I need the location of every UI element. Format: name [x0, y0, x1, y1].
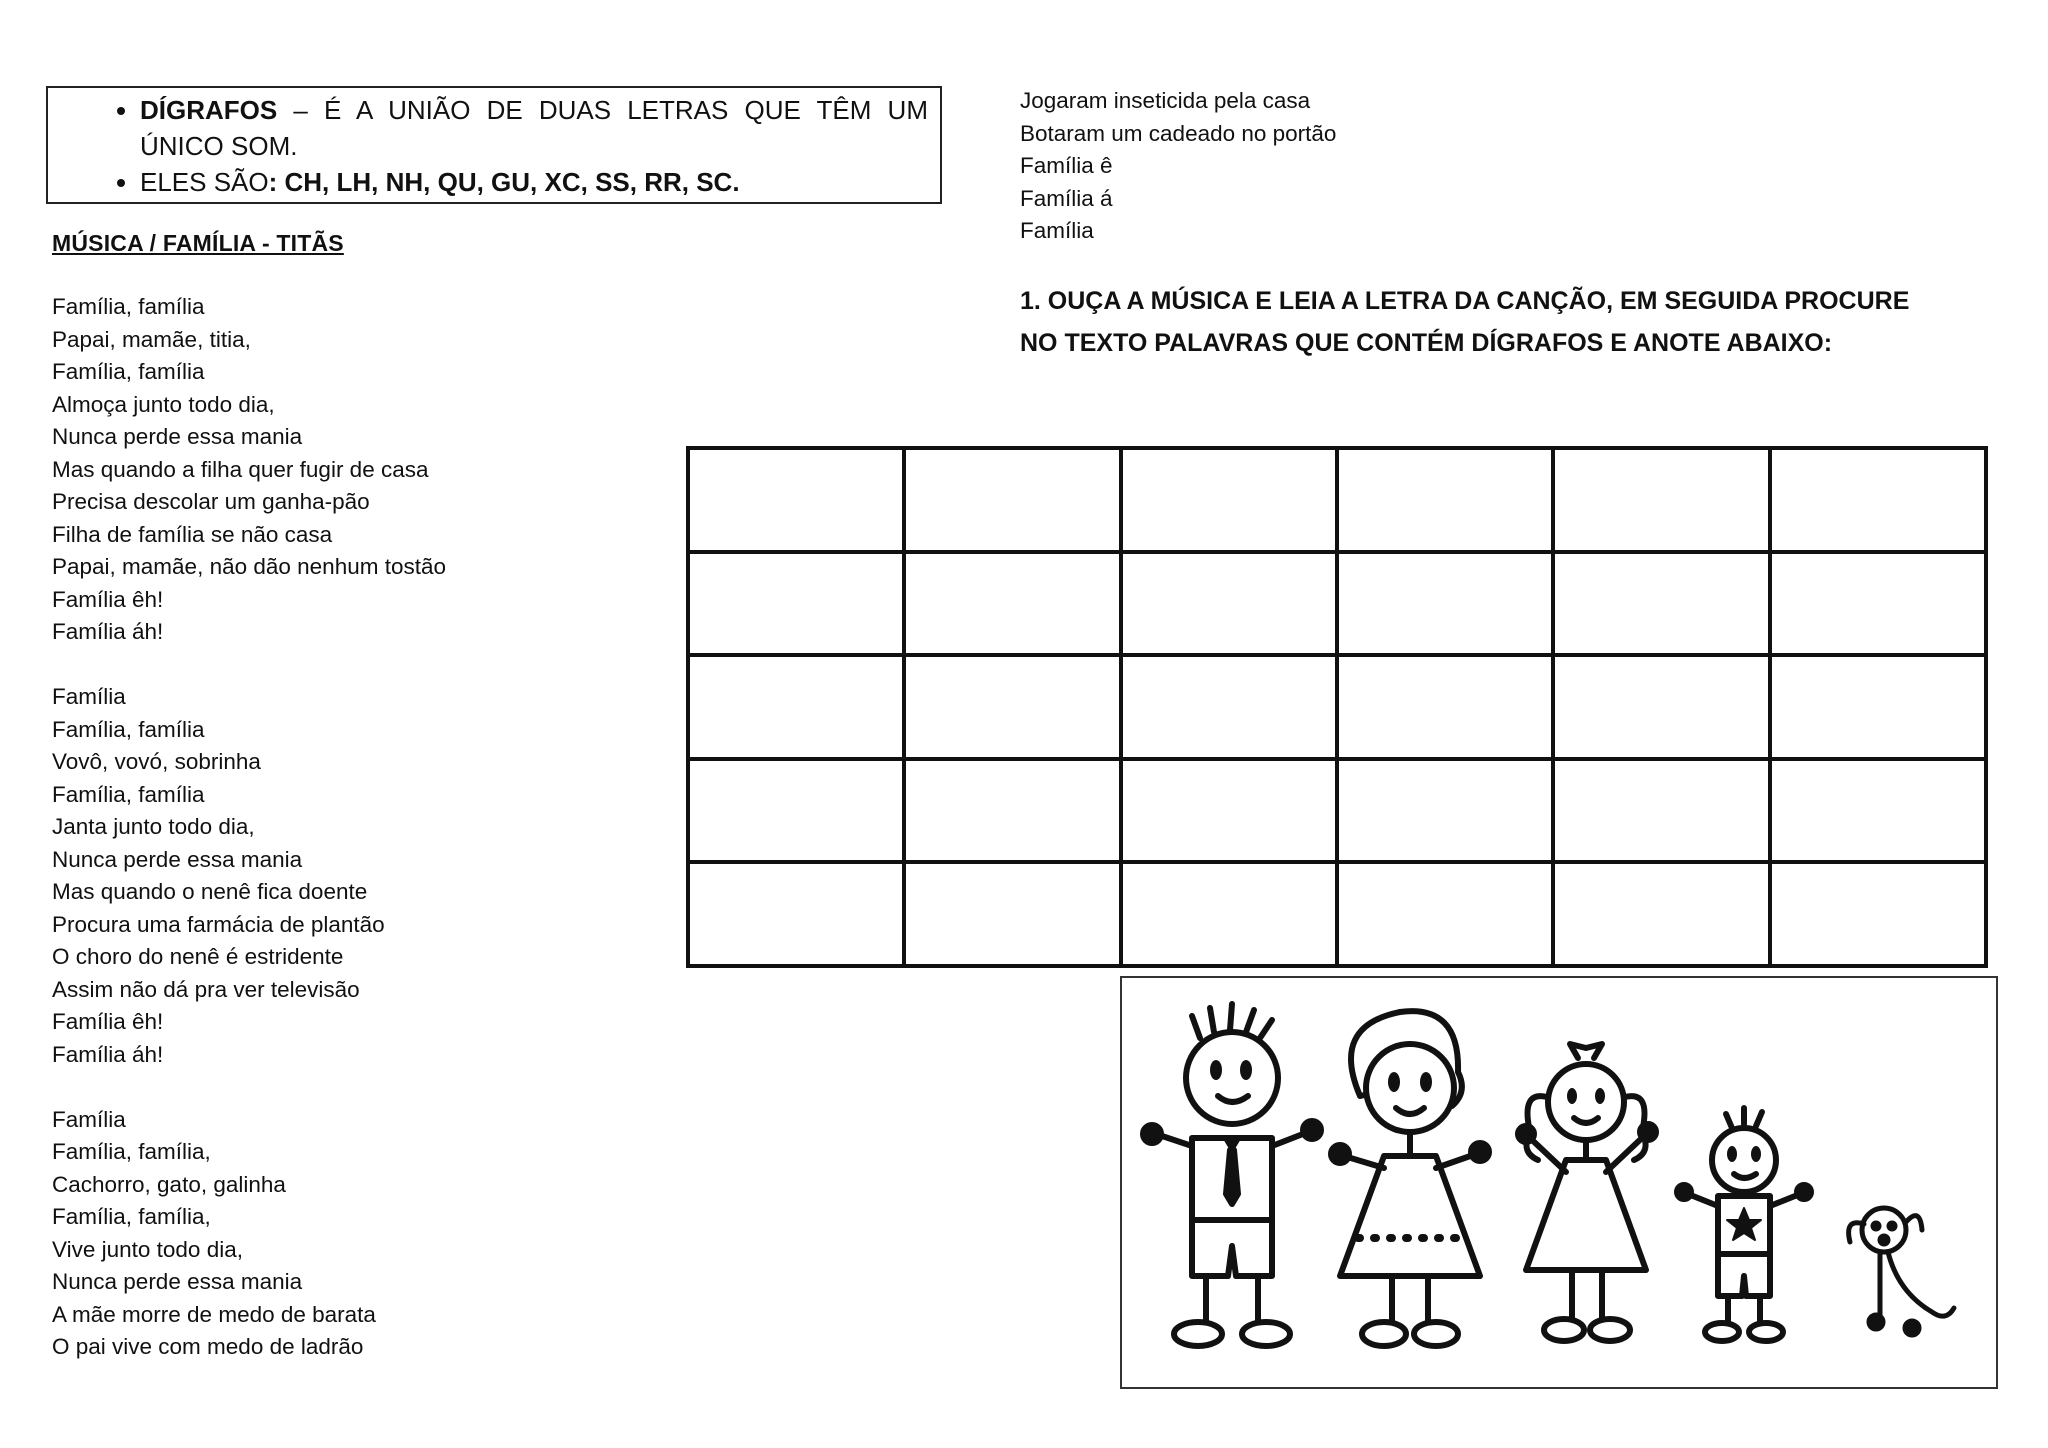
answer-cell[interactable] — [1121, 448, 1337, 552]
lyrics-line: Almoça junto todo dia, — [52, 391, 275, 417]
lyrics-line: A mãe morre de medo de barata — [52, 1301, 376, 1327]
answer-cell[interactable] — [1121, 759, 1337, 863]
lyrics-continued-line: Família ê — [1020, 153, 1113, 178]
answer-cell[interactable] — [688, 862, 904, 966]
lyrics-line: Cachorro, gato, galinha — [52, 1171, 286, 1197]
lyrics-line: Nunca perde essa mania — [52, 1269, 303, 1294]
lyrics-line: O pai vive com medo de ladrão — [52, 1334, 364, 1359]
answer-cell[interactable] — [1770, 862, 1986, 966]
answer-grid-row — [688, 759, 1986, 863]
lyrics-line: Família, família — [52, 781, 205, 807]
lyrics-line: Janta junto todo dia, — [52, 814, 255, 839]
lyrics-line: Família, família, — [52, 1204, 211, 1229]
lyrics-continued-line: Botaram um cadeado no portão — [1020, 120, 1337, 146]
answer-cell[interactable] — [1553, 552, 1769, 656]
lyrics-line: Precisa descolar um ganha-pão — [52, 489, 370, 514]
instruction-line-2: NO TEXTO PALAVRAS QUE CONTÉM DÍGRAFOS E ANOTE ABAIXO: — [1020, 329, 1833, 357]
answer-cell[interactable] — [1121, 655, 1337, 759]
lyrics-line: Família — [52, 1106, 126, 1132]
lyrics-continued-line: Família á — [1020, 185, 1113, 211]
answer-cell[interactable] — [1553, 448, 1769, 552]
answer-cell[interactable] — [1553, 655, 1769, 759]
digraph-list-item — [140, 164, 928, 200]
definition-item — [140, 92, 928, 164]
lyrics-line: Vovô, vovó, sobrinha — [52, 749, 261, 774]
answer-cell[interactable] — [1770, 552, 1986, 656]
lyrics-line: Família — [52, 684, 126, 709]
lyrics-line: Mas quando a filha quer fugir de casa — [52, 456, 429, 482]
answer-grid — [686, 446, 1988, 968]
lyrics-line: Nunca perde essa mania — [52, 424, 303, 449]
answer-cell[interactable] — [904, 759, 1120, 863]
digraph-list-intro: ELES SÃO — [140, 167, 269, 197]
answer-cell[interactable] — [688, 448, 904, 552]
lyrics-line: Família áh! — [52, 1041, 164, 1067]
answer-cell[interactable] — [1770, 759, 1986, 863]
lyrics-line: Vive junto todo dia, — [52, 1236, 243, 1262]
lyrics-continued-line: Família — [1020, 218, 1094, 243]
answer-cell[interactable] — [1121, 552, 1337, 656]
definition-term: DÍGRAFOS — [140, 95, 278, 125]
lyrics-line: Papai, mamãe, não dão nenhum tostão — [52, 554, 447, 579]
digraph-list: : CH, LH, NH, QU, GU, XC, SS, RR, SC. — [268, 167, 740, 197]
answer-cell[interactable] — [1337, 552, 1553, 656]
exercise-instruction — [1020, 280, 1970, 364]
lyrics-line — [52, 649, 652, 682]
answer-grid-row — [688, 448, 1986, 552]
answer-cell[interactable] — [688, 655, 904, 759]
answer-grid-row — [688, 862, 1986, 966]
family-illustration — [1120, 976, 1998, 1389]
answer-cell[interactable] — [1121, 862, 1337, 966]
family-drawing-icon — [1122, 978, 1996, 1387]
instruction-line-1: 1. OUÇA A MÚSICA E LEIA A LETRA DA CANÇÃO, EM SEGUIDA PROCURE — [1020, 287, 1910, 315]
lyrics-line: Família, família — [52, 359, 205, 384]
lyrics-line — [52, 1071, 652, 1104]
lyrics-line: O choro do nenê é estridente — [52, 944, 344, 969]
lyrics-line: Nunca perde essa mania — [52, 846, 303, 872]
answer-cell[interactable] — [1337, 655, 1553, 759]
son-figure — [1677, 1108, 1811, 1341]
answer-cell[interactable] — [1770, 448, 1986, 552]
lyrics-line: Assim não dá pra ver televisão — [52, 976, 360, 1002]
answer-cell[interactable] — [688, 759, 904, 863]
answer-cell[interactable] — [1770, 655, 1986, 759]
lyrics-line: Família êh! — [52, 586, 164, 612]
lyrics-left-column — [52, 291, 652, 1364]
answer-grid-row — [688, 552, 1986, 656]
dog-figure — [1849, 1208, 1954, 1335]
digraph-definition-box — [46, 86, 942, 204]
answer-cell[interactable] — [1337, 862, 1553, 966]
lyrics-line: Papai, mamãe, titia, — [52, 326, 251, 352]
lyrics-line: Família êh! — [52, 1009, 164, 1034]
answer-cell[interactable] — [1553, 862, 1769, 966]
definition-text: – É A UNIÃO DE DUAS LETRAS QUE TÊM UM ÚNICO SOM. — [140, 95, 928, 161]
answer-cell[interactable] — [904, 448, 1120, 552]
answer-cell[interactable] — [1553, 759, 1769, 863]
song-title: MÚSICA / FAMÍLIA - TITÃS — [52, 230, 344, 256]
answer-cell[interactable] — [688, 552, 904, 656]
lyrics-line: Mas quando o nenê fica doente — [52, 879, 368, 904]
answer-cell[interactable] — [904, 655, 1120, 759]
lyrics-line: Filha de família se não casa — [52, 521, 333, 547]
lyrics-line: Família, família — [52, 294, 205, 319]
lyrics-line: Família, família, — [52, 1139, 211, 1164]
lyrics-continued-line: Jogaram inseticida pela casa — [1020, 88, 1311, 113]
answer-grid-row — [688, 655, 1986, 759]
father-figure — [1143, 1004, 1321, 1346]
lyrics-line: Procura uma farmácia de plantão — [52, 911, 385, 937]
daughter-figure — [1518, 1044, 1656, 1341]
answer-cell[interactable] — [1337, 759, 1553, 863]
lyrics-line: Família áh! — [52, 619, 164, 644]
answer-cell[interactable] — [904, 862, 1120, 966]
lyrics-right-column — [1020, 85, 1336, 248]
answer-cell[interactable] — [904, 552, 1120, 656]
lyrics-line: Família, família — [52, 716, 205, 742]
mother-figure — [1331, 1011, 1489, 1346]
answer-cell[interactable] — [1337, 448, 1553, 552]
